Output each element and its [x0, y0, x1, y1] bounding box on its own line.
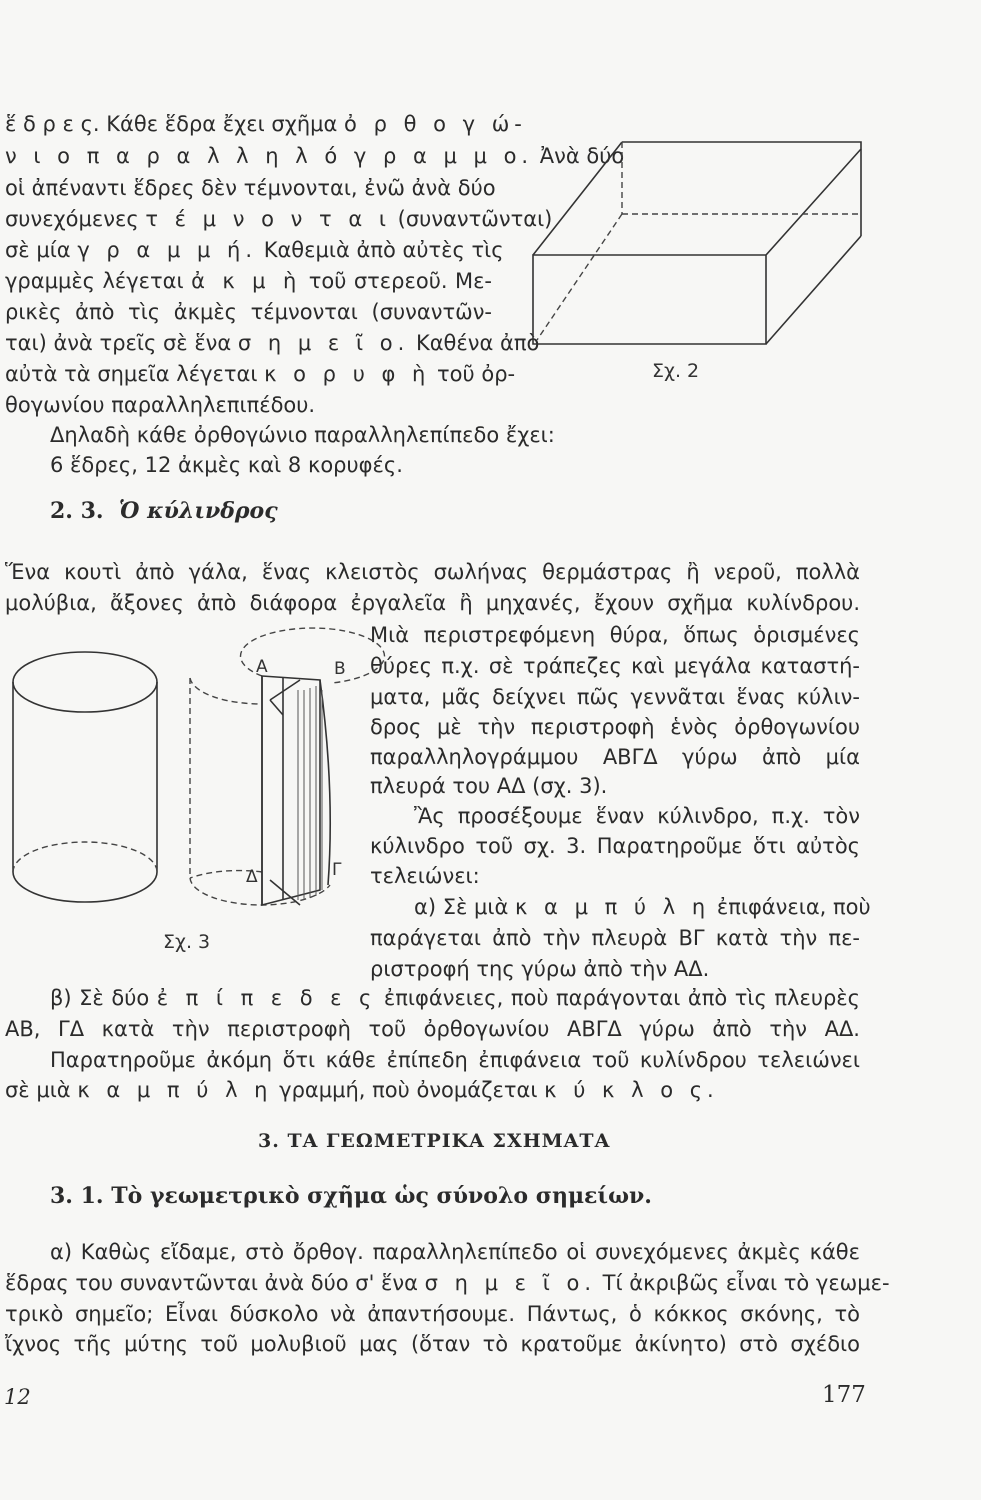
text-line: πλευρά του ΑΔ (σχ. 3).	[370, 774, 608, 798]
text-line: δρος μὲ τὴν περιστροφὴ ἑνὸς ὀρθογωνίου	[370, 715, 860, 739]
text-line: ν ι ο π α ρ α λ λ η λ ό γ ρ α μ μ ο. Ἀνὰ δύο	[5, 144, 625, 168]
signature-mark: 12	[4, 1385, 31, 1409]
text-line: ἕδρας του συναντῶνται ἀνὰ δύο σ' ἕνα σ η μ ε ῖ ο. Τί ἀκριβῶς εἶναι τὸ γεωμε-	[5, 1271, 890, 1295]
text-line: Μιὰ περιστρεφόμενη θύρα, ὅπως ὁρισμένες	[370, 623, 860, 647]
text-line: σὲ μιὰ κ α μ π ύ λ η γραμμή, ποὺ ὀνομάζεται κ ύ κ λ ο ς.	[5, 1078, 719, 1102]
text-line: β) Σὲ δύο ἐ π ί π ε δ ε ς ἐπιφάνειες, ποὺ παράγονται ἀπὸ τὶς πλευρὲς	[50, 986, 860, 1010]
text-line: θύρες π.χ. σὲ τράπεζες καὶ μεγάλα καταστή-	[370, 654, 860, 678]
text-line: Ἕνα κουτὶ ἀπὸ γάλα, ἕνας κλειστὸς σωλήνας θερμάστρας ἢ νεροῦ, πολλὰ	[5, 560, 860, 584]
page-number: 177	[822, 1382, 866, 1408]
text-line: παραλληλογράμμου ΑΒΓΔ γύρω ἀπὸ μία	[370, 745, 860, 769]
chapter-heading: 3. ΤΑ ΓΕΩΜΕΤΡΙΚΑ ΣΧΗΜΑΤΑ	[258, 1130, 611, 1152]
text-line: Ἂς προσέξουμε ἕναν κύλινδρο, π.χ. τὸν	[414, 804, 860, 828]
label-B: Β	[334, 659, 346, 679]
text-line: ρικὲς ἀπὸ τὶς ἀκμὲς τέμνονται (συναντῶν-	[5, 300, 492, 324]
text-line: γραμμὲς λέγεται ἀ κ μ ὴ τοῦ στερεοῦ. Με-	[5, 269, 493, 293]
fig3-caption: Σχ. 3	[163, 931, 211, 953]
text-line: σὲ μία γ ρ α μ μ ή. Καθεμιὰ ἀπὸ αὐτὲς τὶς	[5, 238, 504, 262]
text-line: παράγεται ἀπὸ τὴν πλευρὰ ΒΓ κατὰ τὴν πε-	[370, 926, 860, 950]
label-A: Α	[256, 657, 268, 677]
text-line: αὐτὰ τὰ σημεῖα λέγεται κ ο ρ υ φ ὴ τοῦ ὀρ-	[5, 362, 516, 386]
text-line: θογωνίου παραλληλεπιπέδου.	[5, 393, 316, 417]
text-line: ριστροφή της γύρω ἀπὸ τὴν ΑΔ.	[370, 957, 710, 981]
figure-3-cylinder	[0, 640, 360, 960]
text-line: μολύβια, ἄξονες ἀπὸ διάφορα ἐργαλεῖα ἢ μηχανές, ἔχουν σχῆμα κυλίνδρου.	[5, 591, 860, 615]
text-line: οἱ ἀπέναντι ἕδρες δὲν τέμνονται, ἐνῶ ἀνὰ δύο	[5, 176, 496, 200]
label-D: Δ	[246, 867, 258, 887]
text-line: κύλινδρο τοῦ σχ. 3. Παρατηροῦμε ὅτι αὐτὸς	[370, 834, 860, 858]
figure-2-box	[520, 135, 865, 385]
text-line: συνεχόμενες τ έ μ ν ο ν τ α ι (συναντῶνται)	[5, 207, 553, 231]
text-line: 6 ἕδρες, 12 ἀκμὲς καὶ 8 κορυφές.	[50, 453, 403, 477]
label-G: Γ	[332, 860, 342, 880]
fig2-caption: Σχ. 2	[652, 360, 700, 382]
text-line: α) Καθὼς εἴδαμε, στὸ ὄρθογ. παραλληλεπίπεδο οἱ συνεχόμενες ἀκμὲς κάθε	[50, 1240, 860, 1264]
text-line: Παρατηροῦμε ἀκόμη ὅτι κάθε ἐπίπεδη ἐπιφάνεια τοῦ κυλίνδρου τελειώνει	[50, 1048, 860, 1072]
text-line: τρικὸ σημεῖο; Εἶναι δύσκολο νὰ ἀπαντήσουμε. Πάντως, ὁ κόκκος σκόνης, τὸ	[5, 1302, 860, 1326]
text-line: Δηλαδὴ κάθε ὀρθογώνιο παραλληλεπίπεδο ἔχει:	[50, 423, 555, 447]
text-line: ἴχνος τῆς μύτης τοῦ μολυβιοῦ μας (ὅταν τὸ κρατοῦμε ἀκίνητο) στὸ σχέδιο	[5, 1332, 860, 1356]
text-line: α) Σὲ μιὰ κ α μ π ύ λ η ἐπιφάνεια, ποὺ	[414, 895, 871, 919]
text-line: ται) ἀνὰ τρεῖς σὲ ἕνα σ η μ ε ῖ ο. Καθένα ἀπὸ	[5, 331, 540, 355]
section-heading: 3. 1. Τὸ γεωμετρικὸ σχῆμα ὡς σύνολο σημείων.	[50, 1183, 652, 1209]
text-line: τελειώνει:	[370, 864, 480, 888]
section-heading: 2. 3. Ὁ κύλινδρος	[50, 498, 278, 524]
text-line: ΑΒ, ΓΔ κατὰ τὴν περιστροφὴ τοῦ ὀρθογωνίου ΑΒΓΔ γύρω ἀπὸ τὴν ΑΔ.	[5, 1017, 860, 1041]
text-line: ματα, μᾶς δείχνει πῶς γεννᾶται ἕνας κύλιν-	[370, 685, 860, 709]
text-line: ἕ δ ρ ε ς. Κάθε ἕδρα ἔχει σχῆμα ὀ ρ θ ο γ ώ-	[5, 112, 527, 136]
